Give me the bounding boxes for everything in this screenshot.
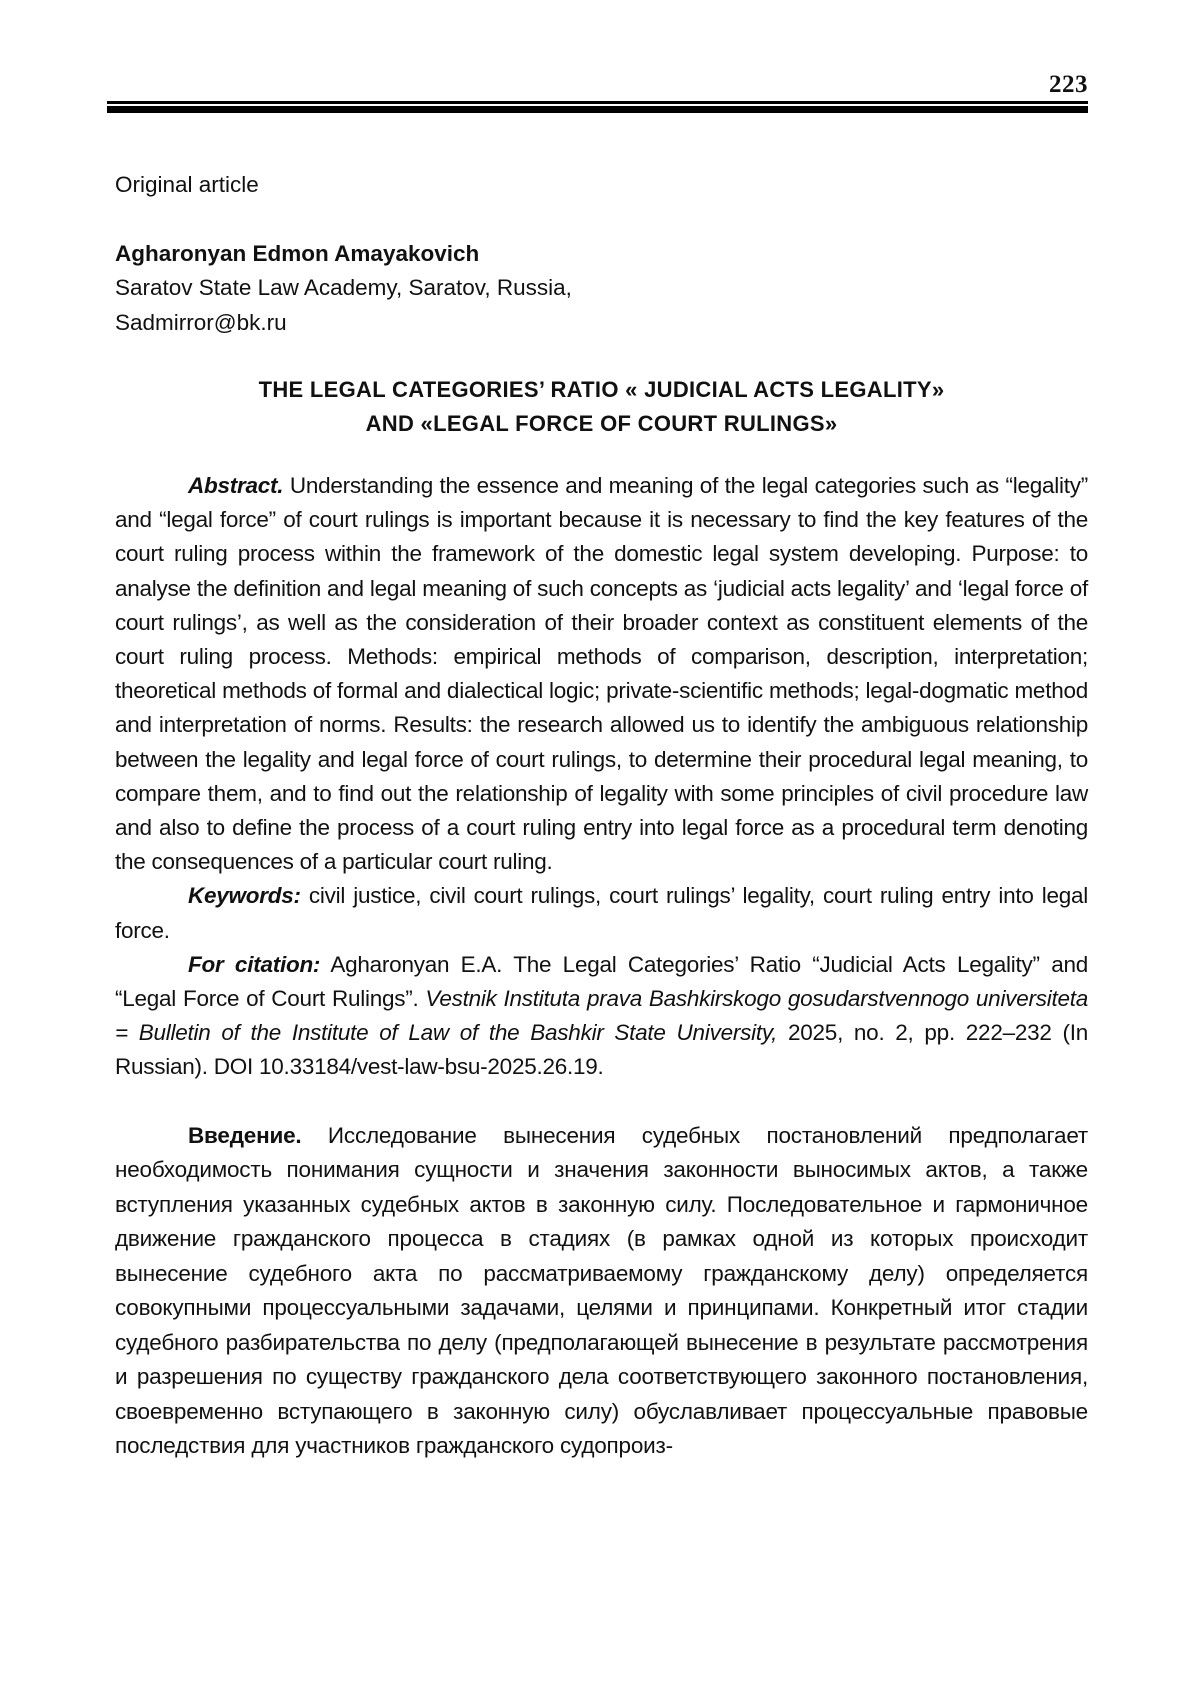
title-line-2: AND «LEGAL FORCE OF COURT RULINGS»	[365, 411, 838, 436]
abstract-text: Understanding the essence and meaning of the legal categories such as “legality” and “legal force” of court rulings is important because it is necessary to find the key features of the court ruling process within the framework of the domestic legal system developing. Purpose: to analyse the definition and legal meaning of such concepts as ‘judicial acts legality’ and ‘legal force of court rulings’, as well as the consideration of their broader context as constituent elements of the court ruling process. Methods: empirical methods of comparison, description, interpretation; theoretical methods of formal and dialectical logic; private-scientific methods; legal-dogmatic method and interpretation of norms. Results: the research allowed us to identify the ambiguous relationship between the legality and legal force of court rulings, to determine their procedural legal meaning, to compare them, and to find out the relationship of legality with some principles of civil procedure law and also to define the process of a court ruling entry into legal force as a procedural term denoting the consequences of a particular court ruling.	[115, 473, 1088, 875]
keywords-label: Keywords:	[188, 883, 301, 909]
header-rule-thin	[107, 101, 1088, 104]
abstract-label: Abstract.	[188, 473, 284, 498]
abstract-section	[115, 469, 1088, 1085]
introduction-label: Введение.	[188, 1122, 302, 1148]
author-block	[115, 237, 1088, 341]
citation-details: 2025, no. 2, pp. 222–232 (In Russian). DOI 10.33184/vest-law-bsu-2025.26.19.	[115, 1020, 1089, 1080]
author-email[interactable]: Sadmirror@bk.ru	[115, 309, 287, 335]
article-title	[115, 373, 1088, 441]
citation-journal: Vestnik Instituta prava Bashkirskogo gosudarstvennogo universiteta = Bulletin of the Institute of Law of the Bashkir State University,	[115, 986, 1088, 1046]
author-name: Agharonyan Edmon Amayakovich	[115, 240, 480, 266]
keywords-text: civil justice, civil court rulings, court rulings’ legality, court ruling entry into legal force.	[115, 883, 1088, 943]
introduction-section	[115, 1119, 1088, 1464]
citation-label: For citation:	[188, 951, 321, 977]
abstract-paragraph	[115, 469, 1088, 879]
page-number: 223	[1049, 71, 1088, 98]
title-line-1: THE LEGAL CATEGORIES’ RATIO « JUDICIAL ACTS LEGALITY»	[258, 377, 945, 402]
author-affiliation: Saratov State Law Academy, Saratov, Russia,	[115, 275, 572, 300]
introduction-paragraph	[115, 1119, 1088, 1464]
citation-text: Agharonyan E.A. The Legal Categories’ Ratio “Judicial Acts Legality” and “Legal Force of Court Rulings”.	[115, 951, 1088, 1012]
citation-paragraph	[115, 948, 1088, 1085]
keywords-paragraph	[115, 879, 1088, 947]
introduction-text: Исследование вынесения судебных постановлений предполагает необходимость понимания сущности и значения законности выносимых актов, а также вступления указанных судебных актов в законную силу. Последовательное и гармоничное движение гражданского процесса в стадиях (в рамках одной из которых происходит вынесение судебного акта по рассматриваемому гражданскому делу) определяется совокупными процессуальными задачами, целями и принципами. Конкретный итог стадии судебного разбирательства по делу (предполагающей вынесение в результате рассмотрения и разрешения по существу гражданского дела соответствующего законного постановления, своевременно вступающего в законную силу) обуславливает процессуальные правовые последствия для участников гражданского судопроиз-	[115, 1122, 1088, 1459]
header-rule-thick	[107, 106, 1088, 113]
article-body	[115, 168, 1088, 1464]
article-type: Original article	[115, 172, 259, 197]
